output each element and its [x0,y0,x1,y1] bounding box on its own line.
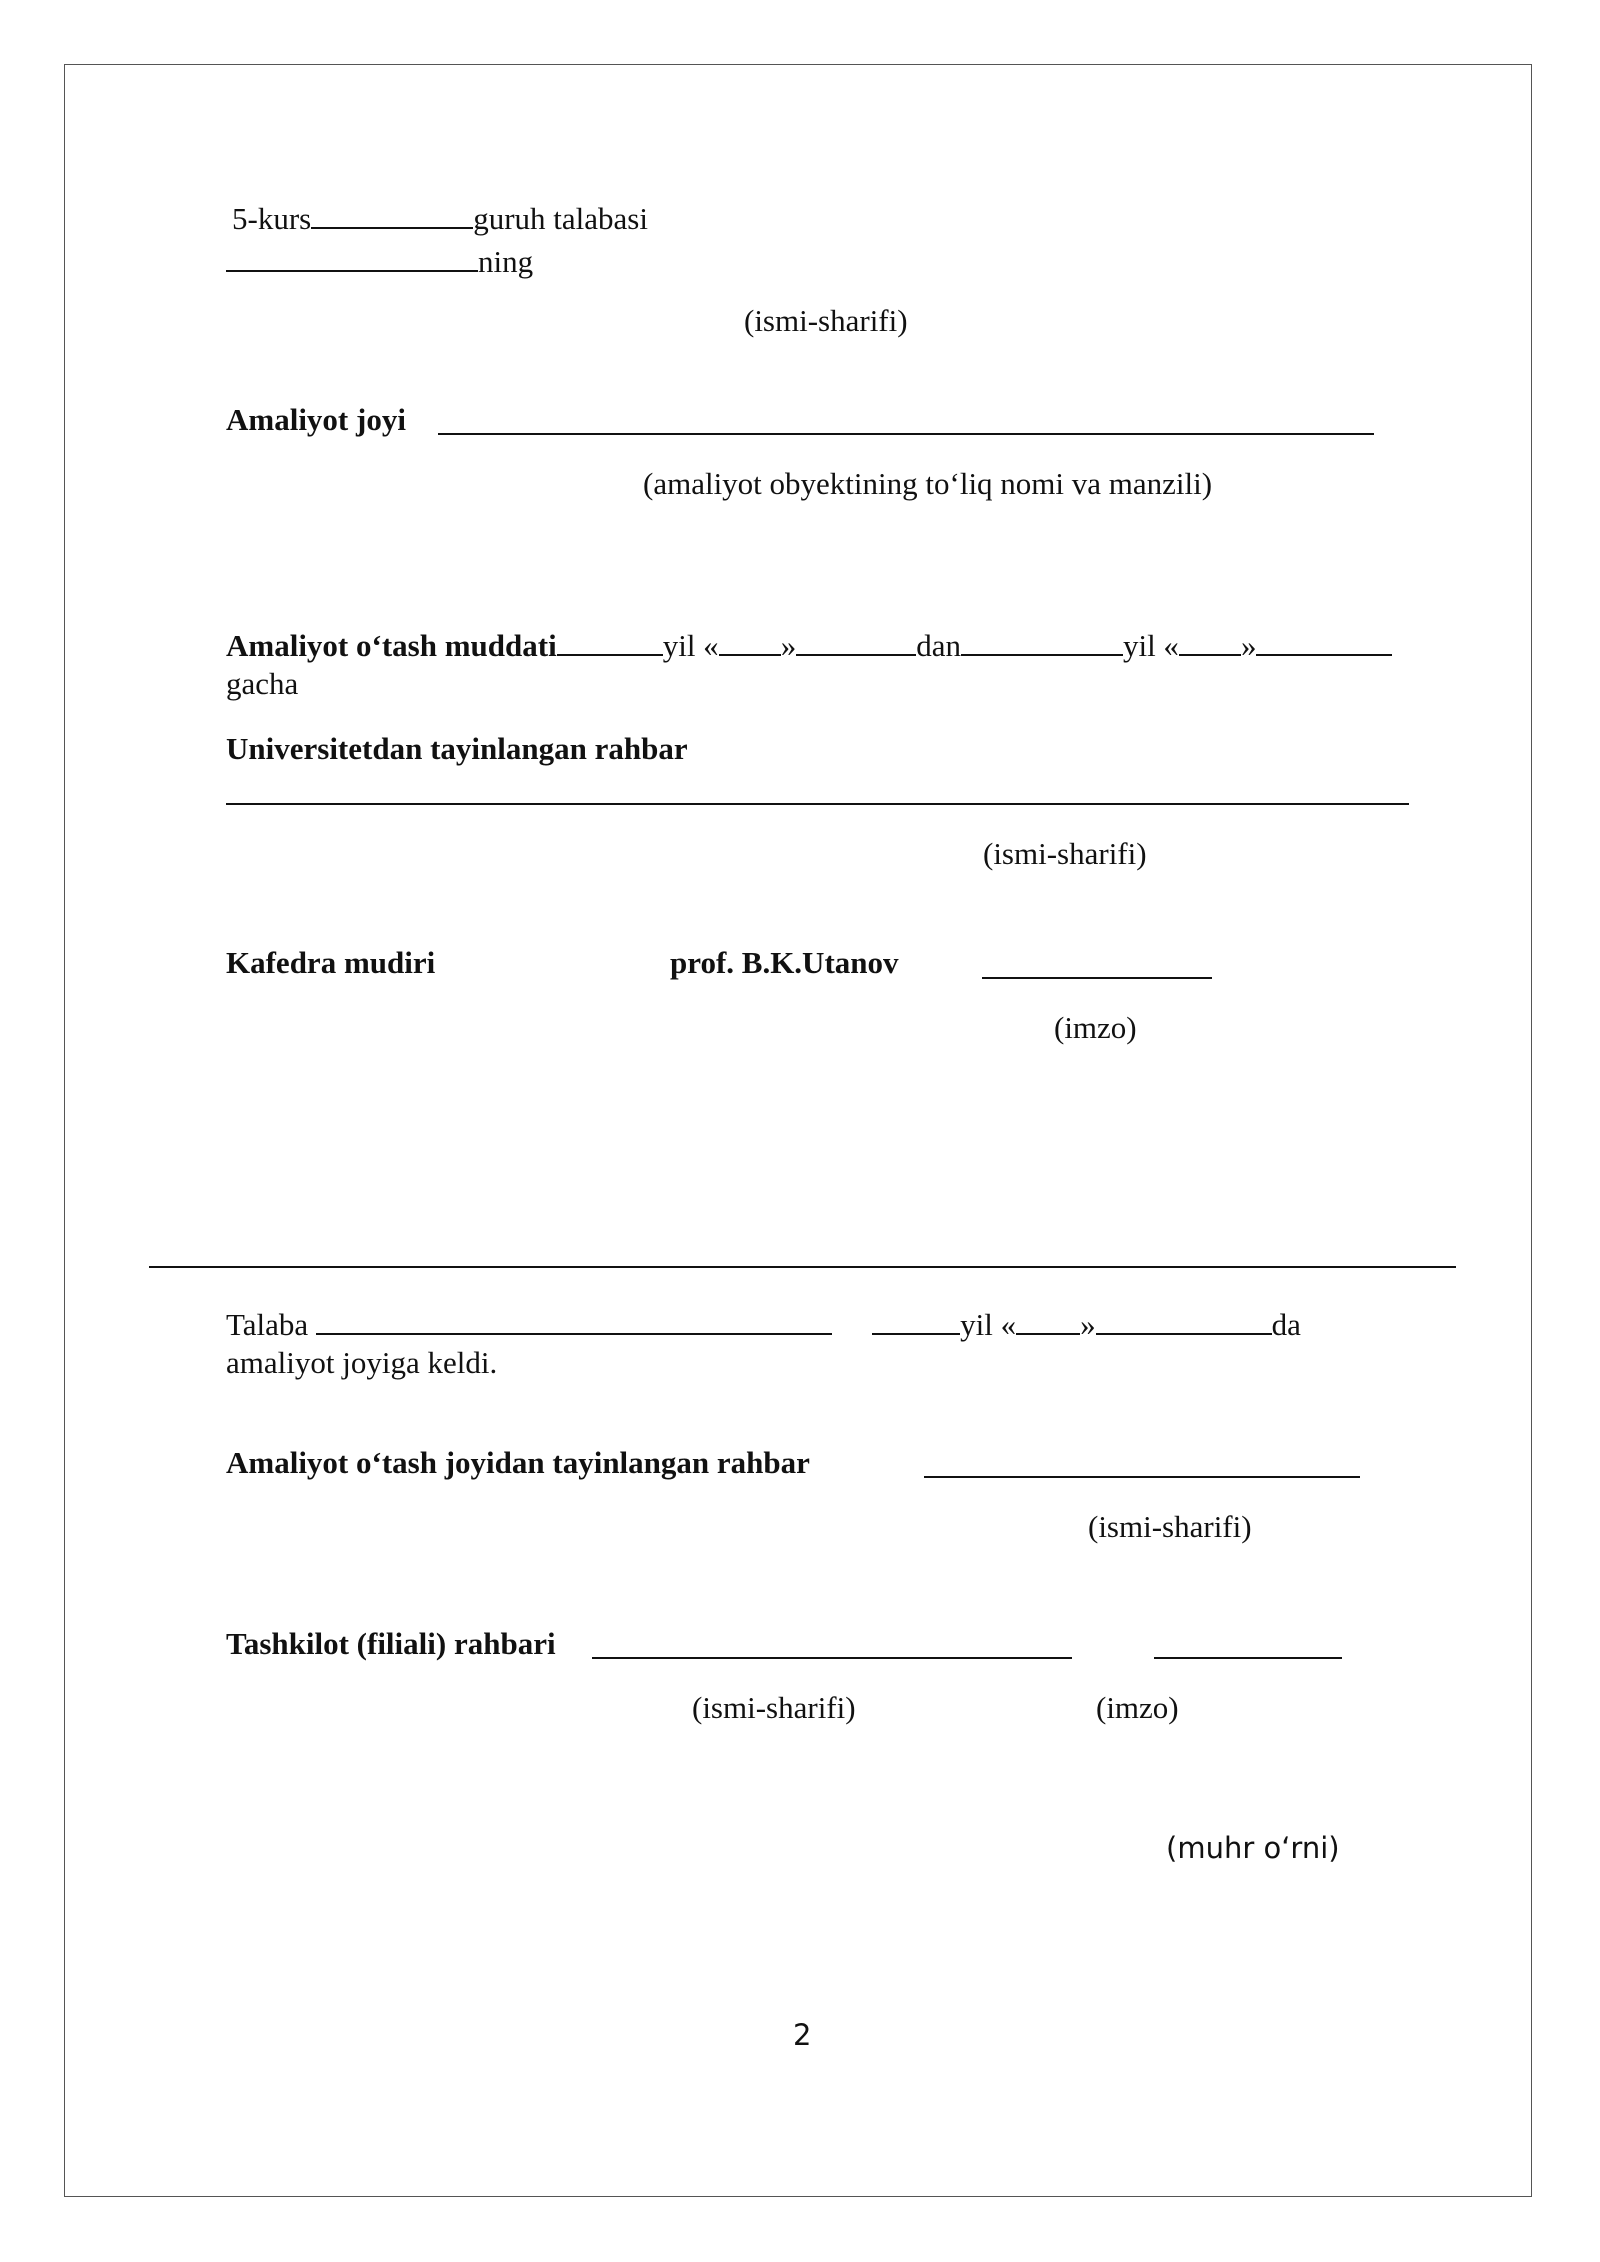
practice-place-caption: (amaliyot obyektining to‘liq nomi va manzili) [643,466,1213,501]
arrival-second-line: amaliyot joyiga keldi. [226,1345,498,1380]
department-head-name: prof. B.K.Utanov [670,945,899,980]
organization-head-label: Tashkilot (filiali) rahbari [226,1626,556,1661]
practice-place-blank[interactable] [438,433,1374,435]
seal-place-caption: (muhr o‘rni) [1166,1831,1340,1865]
course-label: 5-kurs [232,201,312,236]
department-head-signature-caption: (imzo) [1054,1010,1137,1045]
end-month-blank[interactable] [1256,625,1392,656]
page-border [64,64,1532,2197]
practice-place-label: Amaliyot joyi [226,402,406,437]
arrival-da: da [1271,1307,1301,1342]
arrival-day-blank[interactable] [1016,1304,1080,1335]
arrival-close: » [1080,1307,1096,1342]
name-suffix: ning [478,244,534,279]
start-year-blank[interactable] [557,625,663,656]
dan-label: dan [916,628,961,663]
arrival-line [226,1304,1301,1340]
gacha-label: gacha [226,666,299,701]
organization-head-signature-blank[interactable] [1154,1657,1342,1659]
page-number: 2 [793,2018,812,2052]
practice-period-label: Amaliyot o‘tash muddati [226,628,557,663]
end-year-blank[interactable] [961,625,1123,656]
organization-head-name-blank[interactable] [592,1657,1072,1659]
arrival-year-blank[interactable] [872,1304,960,1335]
start-yil-open: yil « [662,628,719,663]
arrival-yil-open: yil « [960,1307,1017,1342]
arrival-month-blank[interactable] [1096,1304,1272,1335]
university-supervisor-blank[interactable] [226,803,1409,805]
end-close: » [1240,628,1257,663]
organization-head-signature-caption: (imzo) [1096,1690,1179,1725]
start-month-blank[interactable] [796,625,916,656]
section-divider [149,1266,1456,1268]
student-name-blank[interactable] [226,241,478,272]
organization-head-name-caption: (ismi-sharifi) [692,1690,856,1725]
group-suffix: guruh talabasi [473,201,648,236]
end-yil-open: yil « [1122,628,1179,663]
start-day-blank[interactable] [719,625,781,656]
department-head-label: Kafedra mudiri [226,945,436,980]
group-blank[interactable] [311,198,473,229]
site-supervisor-caption: (ismi-sharifi) [1088,1509,1252,1544]
end-day-blank[interactable] [1179,625,1241,656]
department-head-signature-blank[interactable] [982,977,1212,979]
student-name-caption: (ismi-sharifi) [744,303,908,338]
start-close: » [780,628,797,663]
arrival-label: Talaba [226,1307,309,1342]
practice-period-line [226,625,1392,661]
course-group-line [232,198,648,234]
student-name-line [226,241,533,277]
university-supervisor-label: Universitetdan tayinlangan rahbar [226,731,688,766]
university-supervisor-caption: (ismi-sharifi) [983,836,1147,871]
arrival-student-blank[interactable] [316,1304,832,1335]
site-supervisor-label: Amaliyot o‘tash joyidan tayinlangan rahbar [226,1445,810,1480]
site-supervisor-blank[interactable] [924,1476,1360,1478]
